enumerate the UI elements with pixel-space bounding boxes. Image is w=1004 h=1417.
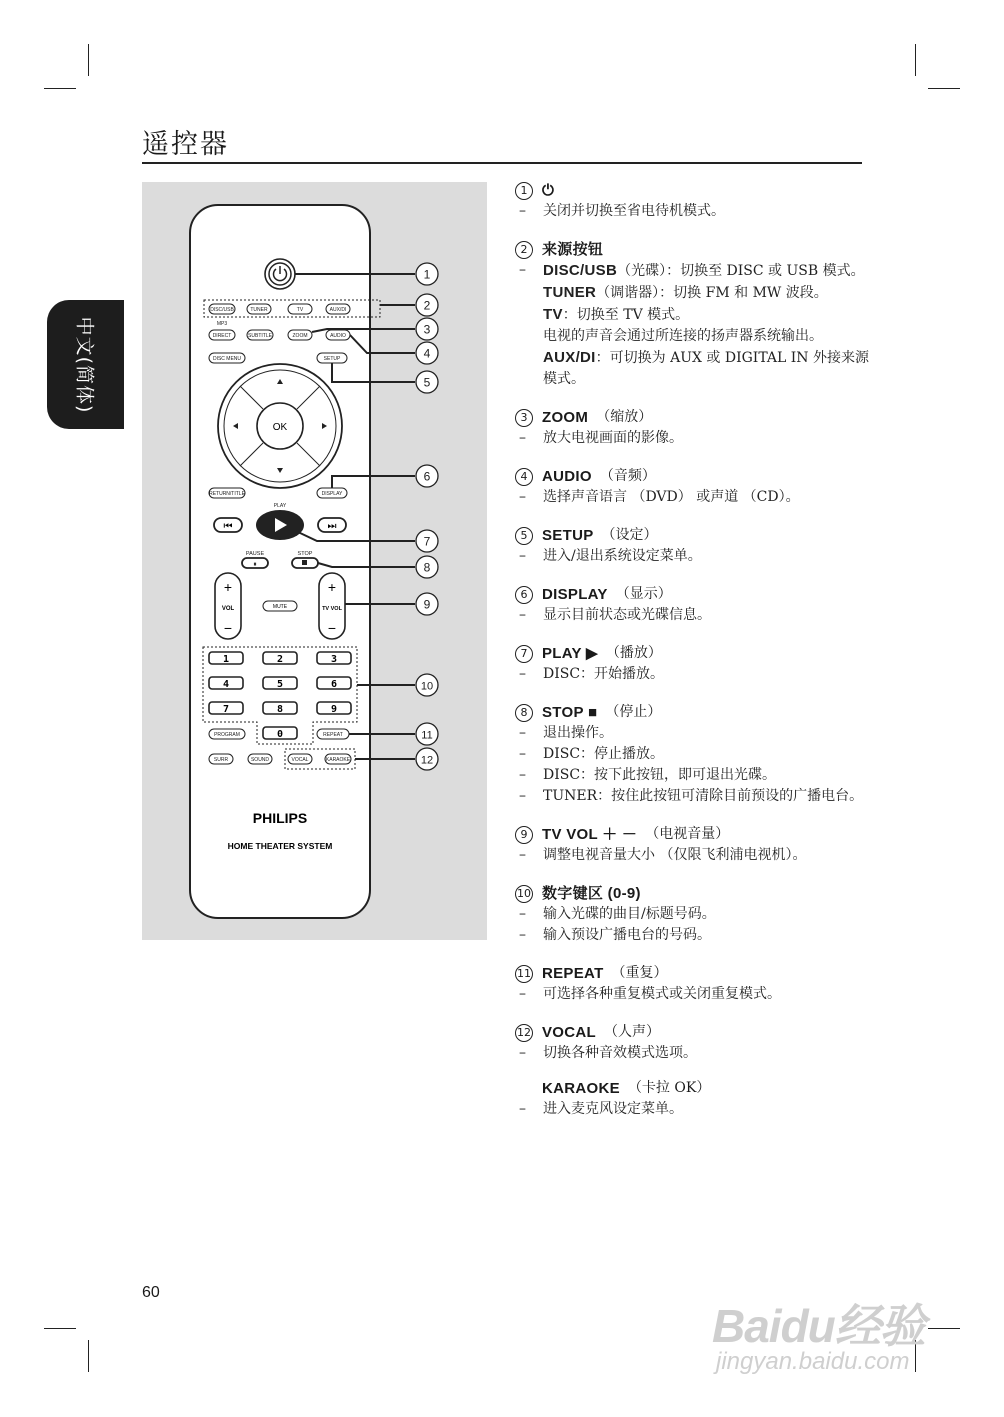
digit-label: 6 (330, 679, 338, 690)
item-heading (515, 466, 875, 487)
item-title: TV VOL ＋ － (542, 826, 638, 843)
item-line (515, 1043, 875, 1064)
item-number: 9 (515, 826, 533, 844)
callout-number: 2 (423, 298, 431, 313)
item-line (515, 428, 875, 449)
item-title: DISPLAY (542, 586, 608, 603)
item-number: 5 (515, 527, 533, 545)
item-text: 选择声音语言 （DVD） 或声道 （CD）。 (543, 489, 800, 505)
source-name: DISC/USB (543, 262, 618, 279)
source-description: （光碟）：切换至 DISC 或 USB 模式。 (617, 263, 865, 279)
item-line (515, 546, 875, 567)
item-line (515, 984, 875, 1005)
item-line (515, 765, 875, 786)
item-line (515, 347, 875, 390)
item-number: 4 (515, 468, 533, 486)
vol-plus-icon: + (223, 579, 233, 595)
pause-icon: ⏸ (253, 561, 257, 568)
callout-number: 12 (420, 754, 434, 767)
item-line (515, 1099, 875, 1120)
item-line (515, 304, 875, 326)
dash-bullet: – (519, 906, 526, 922)
sound-label: SOUND (250, 757, 270, 763)
callout-number: 1 (423, 267, 431, 282)
item-number: 12 (515, 1024, 533, 1042)
item-7 (515, 643, 875, 685)
source-description: ：切换至 TV 模式。 (562, 307, 690, 323)
language-tab (47, 300, 124, 429)
digit-label: 0 (276, 729, 284, 740)
item-line (515, 487, 875, 508)
dash-bullet (515, 282, 543, 304)
item-2 (515, 239, 875, 390)
callout-number: 10 (420, 680, 434, 693)
item-4 (515, 466, 875, 508)
item-text: 显示目前状态或光碟信息。 (543, 607, 711, 623)
tv-vol-label: TV VOL (322, 606, 342, 612)
dash-bullet: – (519, 548, 526, 564)
item-subtitle: （播放） (605, 645, 662, 661)
item-12 (515, 1022, 875, 1120)
item-number: 8 (515, 704, 533, 722)
item-6 (515, 584, 875, 626)
item-8 (515, 702, 875, 807)
crop-mark (915, 44, 916, 76)
stop-caption: STOP (297, 551, 313, 557)
crop-mark (88, 1340, 89, 1372)
stop-icon (302, 560, 307, 565)
callout-number: 7 (423, 534, 431, 549)
item-title: 来源按钮 (542, 241, 604, 258)
item-number: 7 (515, 645, 533, 663)
spacer (515, 1064, 875, 1078)
play-caption: PLAY (273, 503, 287, 509)
item-line (515, 744, 875, 765)
item-subtitle: （显示） (615, 586, 672, 602)
item-title: ZOOM (542, 409, 589, 426)
item-title: KARAOKE (542, 1080, 620, 1097)
return-title-label: RETURN/TITLE (209, 491, 245, 497)
remote-control-illustration (142, 182, 487, 940)
item-line (515, 605, 875, 626)
crop-mark (928, 88, 960, 89)
item-subtitle: （重复） (611, 965, 668, 981)
item-text (543, 260, 875, 282)
item-text: 退出操作。 (543, 725, 613, 741)
item-number: 3 (515, 409, 533, 427)
mp3-label: MP3 (216, 321, 228, 327)
item-heading (515, 1078, 875, 1099)
watermark-logo: Baidu经验 (712, 1300, 925, 1352)
dash-bullet: – (519, 725, 526, 741)
next-icon: ⏭ (327, 521, 337, 532)
item-text: DISC：按下此按钮，即可退出光碟。 (543, 767, 777, 783)
page-number: 60 (142, 1284, 160, 1301)
dash-bullet: – (519, 262, 526, 278)
item-text (543, 282, 875, 304)
item-line (515, 723, 875, 744)
item-line (515, 925, 875, 946)
dash-bullet (515, 347, 543, 390)
tv-vol-minus-icon: − (327, 620, 337, 636)
brand-logo: PHILIPS (252, 810, 308, 826)
prev-icon: ⏮ (223, 521, 233, 532)
item-subtitle: （人声） (604, 1024, 660, 1040)
vol-minus-icon: − (223, 620, 233, 636)
tv-vol-plus-icon: + (327, 579, 337, 595)
item-text: DISC：开始播放。 (543, 666, 665, 682)
remote-illustration-panel (142, 182, 487, 940)
item-number: 10 (515, 885, 533, 903)
vol-label: VOL (221, 606, 235, 612)
callout-number: 8 (423, 560, 431, 575)
item-text: 切换各种音效模式选项。 (543, 1045, 697, 1061)
item-heading (515, 407, 875, 428)
item-number: 6 (515, 586, 533, 604)
tv-label: TV (296, 307, 304, 313)
item-line (515, 904, 875, 925)
callout-number: 4 (423, 346, 431, 361)
dash-bullet: – (519, 746, 526, 762)
item-heading (515, 525, 875, 546)
callout-number: 6 (423, 469, 431, 484)
source-description: 电视的声音会通过所连接的扬声器系统输出。 (543, 328, 823, 344)
dash-bullet (515, 326, 543, 347)
item-text: 调整电视音量大小 （仅限飞利浦电视机）。 (543, 847, 807, 863)
dash-bullet: – (519, 607, 526, 623)
display-label: DISPLAY (321, 491, 343, 497)
item-title: ⏻ (542, 182, 555, 199)
crop-mark (44, 1328, 76, 1329)
item-heading (515, 643, 875, 664)
item-title: REPEAT (542, 965, 604, 982)
dash-bullet: – (519, 788, 526, 804)
digit-label: 4 (222, 679, 230, 690)
item-subtitle: （卡拉 OK） (627, 1080, 711, 1096)
item-text: 放大电视画面的影像。 (543, 430, 683, 446)
callout-number: 3 (423, 322, 431, 337)
item-subtitle: （停止） (605, 704, 662, 720)
item-text: DISC：停止播放。 (543, 746, 665, 762)
callout-number: 11 (421, 729, 433, 742)
digit-label: 1 (222, 654, 230, 665)
dash-bullet: – (519, 666, 526, 682)
callout-markers (416, 263, 438, 770)
surr-label: SURR (213, 757, 229, 763)
item-text: 进入/退出系统设定菜单。 (543, 548, 702, 564)
item-line (515, 845, 875, 866)
digit-label: 7 (222, 704, 230, 715)
source-description: ：可切换为 AUX 或 DIGITAL IN 外接来源模式。 (543, 350, 869, 387)
setup-label: SETUP (323, 356, 341, 362)
item-heading (515, 1022, 875, 1043)
aux-di-label: AUX/DI (329, 307, 347, 313)
digit-label: 8 (276, 704, 284, 715)
source-name: TUNER (543, 284, 597, 301)
dash-bullet (515, 304, 543, 326)
item-3 (515, 407, 875, 449)
item-line (515, 201, 875, 222)
item-10 (515, 883, 875, 946)
dash-bullet: – (519, 1101, 526, 1117)
item-heading (515, 883, 875, 904)
digit-label: 2 (276, 654, 284, 665)
karaoke-label: KARAOKE (325, 757, 351, 763)
pause-caption: PAUSE (245, 551, 265, 557)
item-5 (515, 525, 875, 567)
digit-label: 3 (330, 654, 338, 665)
dash-bullet: – (519, 203, 526, 219)
direct-label: DIRECT (212, 333, 232, 339)
item-text: 关闭并切换至省电待机模式。 (543, 203, 725, 219)
item-text (543, 347, 875, 390)
tuner-label: TUNER (250, 307, 268, 313)
item-title: STOP ■ (542, 704, 598, 721)
watermark (712, 1270, 952, 1380)
item-heading (515, 963, 875, 984)
item-text (543, 326, 875, 347)
vocal-label: VOCAL (291, 757, 309, 763)
dash-bullet: – (519, 927, 526, 943)
item-line (515, 786, 875, 807)
item-title: SETUP (542, 527, 594, 544)
item-heading (515, 584, 875, 605)
digit-label: 9 (330, 704, 338, 715)
item-subtitle: （设定） (601, 527, 658, 543)
item-heading (515, 702, 875, 723)
mute-label: MUTE (272, 604, 288, 610)
item-text: 输入预设广播电台的号码。 (543, 927, 711, 943)
digit-label: 5 (276, 679, 284, 690)
source-name: TV (543, 306, 563, 323)
watermark-url: jingyan.baidu.com (716, 1348, 910, 1375)
audio-label: AUDIO (330, 333, 346, 339)
item-text: TUNER：按住此按钮可清除目前预设的广播电台。 (543, 788, 864, 804)
item-subtitle: （缩放） (596, 409, 653, 425)
item-line (515, 664, 875, 685)
item-subtitle: （电视音量） (645, 826, 730, 842)
item-title: AUDIO (542, 468, 592, 485)
item-line (515, 326, 875, 347)
language-tab-label: 中文(简体) (73, 316, 95, 413)
item-text: 输入光碟的曲目/标题号码。 (543, 906, 716, 922)
item-number: 11 (515, 965, 533, 983)
item-heading (515, 824, 875, 845)
model-name: HOME THEATER SYSTEM (227, 841, 333, 851)
disc-usb-label: DISC/USB (210, 307, 234, 313)
item-title: 数字键区 (0-9) (542, 885, 641, 902)
item-text: 进入麦克风设定菜单。 (543, 1101, 683, 1117)
item-number: 2 (515, 241, 533, 259)
dash-bullet: – (519, 430, 526, 446)
dash-bullet: – (519, 1045, 526, 1061)
item-heading (515, 180, 875, 201)
item-text: 可选择各种重复模式或关闭重复模式。 (543, 986, 781, 1002)
callout-number: 5 (423, 375, 431, 390)
source-description: （调谐器）：切换 FM 和 MW 波段。 (596, 285, 828, 301)
dash-bullet: – (519, 489, 526, 505)
subtitle-label: SUBTITLE (248, 333, 272, 339)
ok-label: OK (272, 422, 288, 433)
item-1 (515, 180, 875, 222)
item-number: 1 (515, 182, 533, 200)
item-title: VOCAL (542, 1024, 596, 1041)
item-9 (515, 824, 875, 866)
item-text (543, 304, 875, 326)
item-11 (515, 963, 875, 1005)
callout-number: 9 (423, 597, 431, 612)
page-title: 遥控器 (142, 129, 229, 160)
disc-menu-label: DISC MENU (212, 356, 242, 362)
repeat-label: REPEAT (323, 732, 343, 738)
source-name: AUX/DI (543, 349, 596, 366)
item-line (515, 260, 875, 282)
dash-bullet: – (519, 986, 526, 1002)
title-rule (142, 162, 862, 164)
item-subtitle: （音频） (599, 468, 656, 484)
item-heading (515, 239, 875, 260)
dash-bullet: – (519, 767, 526, 783)
program-label: PROGRAM (214, 732, 240, 738)
item-title: PLAY ▶ (542, 645, 598, 662)
dash-bullet: – (519, 847, 526, 863)
crop-mark (88, 44, 89, 76)
crop-mark (44, 88, 76, 89)
button-description-list (515, 180, 875, 1137)
zoom-label: ZOOM (292, 333, 308, 339)
item-line (515, 282, 875, 304)
